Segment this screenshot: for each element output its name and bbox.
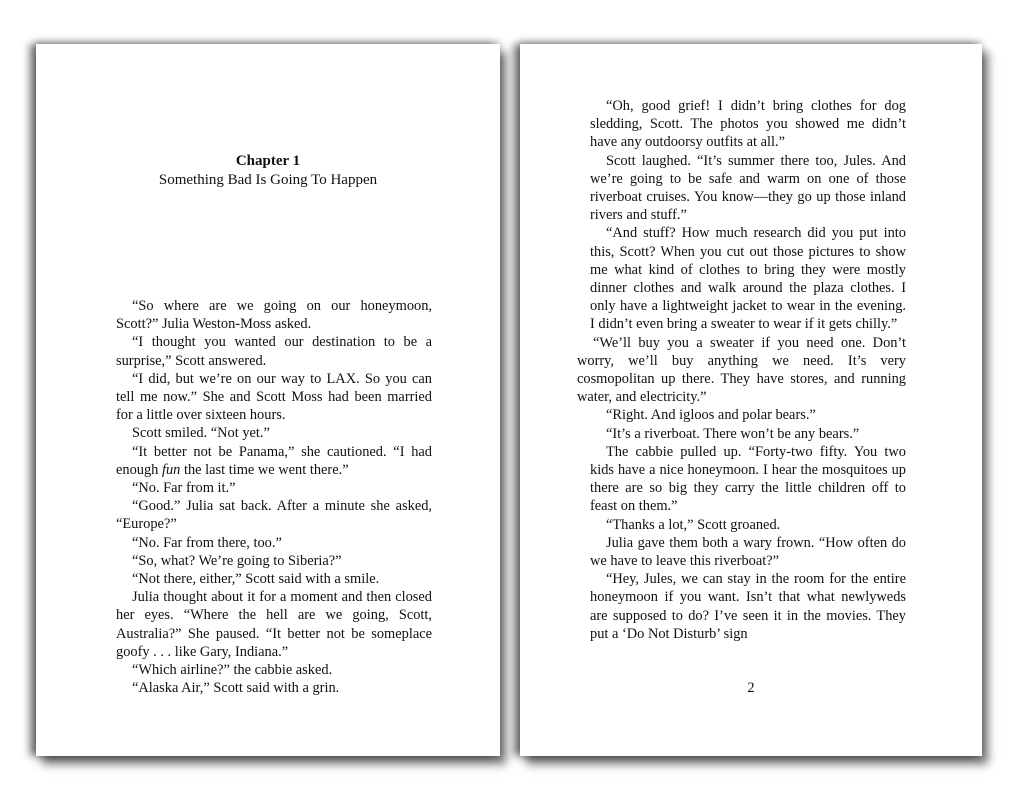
paragraph: “Right. And igloos and polar bears.” [606,407,816,424]
page-number: 2 [747,680,755,696]
paragraph: “Hey, Jules, we can stay in the room for the entire honeymoon if you want. Isn’t that what newlyweds are supposed to do? I’ve seen it in the movies. They put a ‘Do Not Disturb’ sign [590,571,906,642]
paragraph-text: “It better not be Panama,” she cautioned. “I had enough [116,443,432,478]
paragraph: “And stuff? How much research did you put into this, Scott? When you cut out those pictures to show me what kind of clothes to bring they were mostly dinner clothes and walk around the plaza clothes. I only have a lightweight jacket to wear in the evening. I didn’t even bring a sweater to wear if it gets chilly.” [590,225,906,333]
paragraph: “Good.” Julia sat back. After a minute she asked, “Europe?” [116,498,432,533]
paragraph: Julia thought about it for a moment and then closed her eyes. “Where the hell are we going, Scott, Australia?” She paused. “It better not be someplace goofy . . . like Gary, Indiana.” [116,589,432,660]
paragraph: “Which airline?” the cabbie asked. [132,662,333,679]
left-page-text [116,297,432,697]
paragraph: “Alaska Air,” Scott said with a grin. [132,680,340,697]
paragraph: Scott laughed. “It’s summer there too, Jules. And we’re going to be safe and warm on one of those riverboat cruises. You know—they go up those inland rivers and stuff.” [590,152,906,224]
chapter-title: Chapter 1 [235,153,301,169]
chapter-subtitle: Something Bad Is Going To Happen [158,172,378,188]
chapter-heading [36,152,500,190]
emphasis-text: fun [161,461,181,478]
paragraph: Julia gave them both a wary frown. “How often do we have to leave this riverboat?” [590,534,906,570]
right-page-text [577,97,906,643]
paragraph [116,443,432,479]
paragraph: “No. Far from there, too.” [132,534,282,551]
paragraph: “Oh, good grief! I didn’t bring clothes for dog sledding, Scott. The photos you showed me didn’t have any outdoorsy outfits at all.” [590,98,906,151]
paragraph-text: the last time we went there.” [180,461,349,478]
paragraph: “Thanks a lot,” Scott groaned. [606,516,781,533]
paragraph: “So, what? We’re going to Siberia?” [132,552,342,569]
paragraph: “I did, but we’re on our way to LAX. So you can tell me now.” She and Scott Moss had been married for a little over sixteen hours. [116,370,432,424]
paragraph: The cabbie pulled up. “Forty-two fifty. You two kids have a nice honeymoon. I hear the mosquitoes up there are so big they carry the little children off to feast on them.” [590,443,906,515]
paragraph: “No. Far from it.” [132,480,236,497]
left-page [36,44,500,756]
right-page [520,44,982,756]
paragraph: Scott smiled. “Not yet.” [132,425,270,442]
paragraph: “It’s a riverboat. There won’t be any bears.” [606,425,860,442]
paragraph: “I thought you wanted our destination to be a surprise,” Scott answered. [116,334,432,369]
paragraph: “So where are we going on our honeymoon, Scott?” Julia Weston-Moss asked. [116,298,432,333]
paragraph: “We’ll buy you a sweater if you need one. Don’t worry, we’ll buy anything we need. It’s very cosmopolitan up there. They have stores, and running water, and electricity.” [577,334,906,406]
paragraph: “Not there, either,” Scott said with a smile. [132,571,380,588]
